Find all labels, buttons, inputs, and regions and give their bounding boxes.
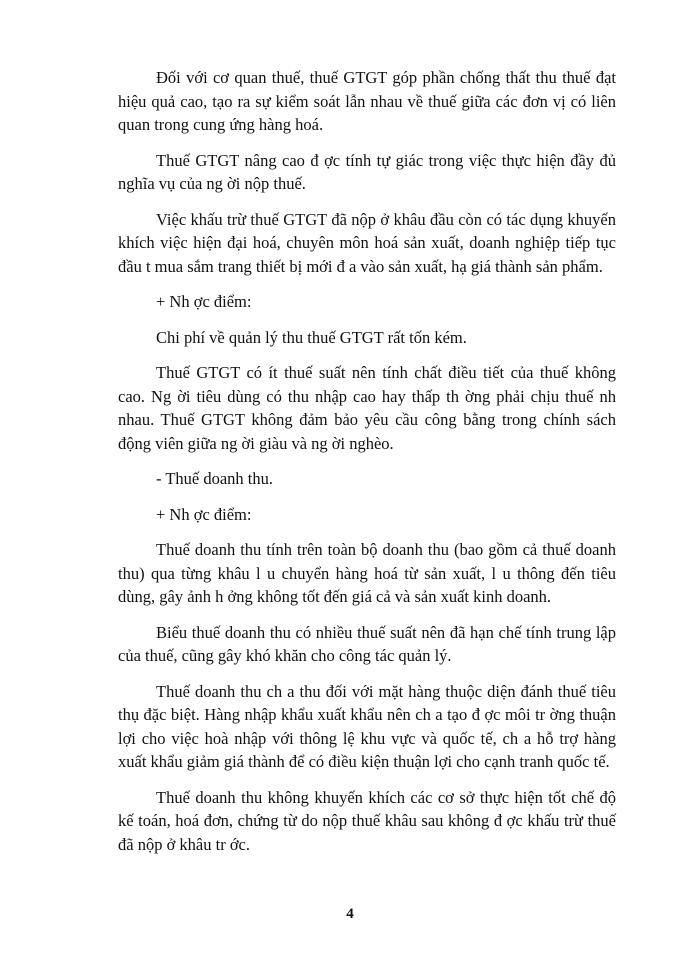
paragraph: Biểu thuế doanh thu có nhiều thuế suất nên đã hạn chế tính trung lập của thuế, cũng gây khó khăn cho công tác quản lý. [118, 622, 616, 665]
paragraph: Đối với cơ quan thuế, thuế GTGT góp phần chống thất thu thuế đạt hiệu quả cao, tạo ra sự kiểm soát lẫn nhau về thuế giữa các đơn vị có liên quan trong cung ứng hàng hoá. [118, 68, 616, 134]
subheading: + Nh ợc điểm: [156, 504, 252, 524]
paragraph: Chi phí về quản lý thu thuế GTGT rất tốn kém. [156, 327, 467, 347]
paragraph: Việc khấu trừ thuế GTGT đã nộp ở khâu đầu còn có tác dụng khuyến khích việc hiện đại hoá, chuyên môn hoá sản xuất, doanh nghiệp tiếp tục đầu t mua sắm trang thiết bị mới đ a vào sản xuất, hạ giá thành sản phẩm. [118, 209, 616, 276]
paragraph: Thuế doanh thu ch a thu đối với mặt hàng thuộc diện đánh thuế tiêu thụ đặc biệt. Hàng nhập khẩu xuất khẩu nên ch a tạo đ ợc môi tr ờng thuận lợi cho việc hoà nhập với thông lệ khu vực và quốc tế, ch a hỗ trợ hàng xuất khẩu giảm giá thành để có điều kiện thuận lợi cho cạnh tranh quốc tế. [118, 681, 616, 771]
subheading: + Nh ợc điểm: [156, 292, 252, 311]
document-body [118, 66, 616, 868]
page-number: 4 [346, 906, 354, 922]
paragraph: Thuế GTGT nâng cao đ ợc tính tự giác trong việc thực hiện đầy đủ nghĩa vụ của ng ời nộp thuế. [118, 150, 616, 193]
paragraph: Thuế GTGT có ít thuế suất nên tính chất điều tiết của thuế không cao. Ng ời tiêu dùng có thu nhập cao hay thấp th ờng phải chịu thuế nh nhau. Thuế GTGT không đảm bảo yêu cầu công bằng trong chính sách động viên giữa ng ời giàu và ng ời nghèo. [118, 363, 616, 453]
paragraph: Thuế doanh thu không khuyến khích các cơ sở thực hiện tốt chế độ kế toán, hoá đơn, chứng từ do nộp thuế khâu sau không đ ợc khấu trừ thuế đã nộp ở khâu tr ớc. [118, 787, 616, 854]
paragraph: Thuế doanh thu tính trên toàn bộ doanh thu (bao gồm cả thuế doanh thu) qua từng khâu l u chuyển hàng hoá từ sản xuất, l u thông đến tiêu dùng, gây ảnh h ởng không tốt đến giá cả và sản xuất kinh doanh. [118, 540, 616, 606]
section-heading: - Thuế doanh thu. [156, 469, 274, 488]
